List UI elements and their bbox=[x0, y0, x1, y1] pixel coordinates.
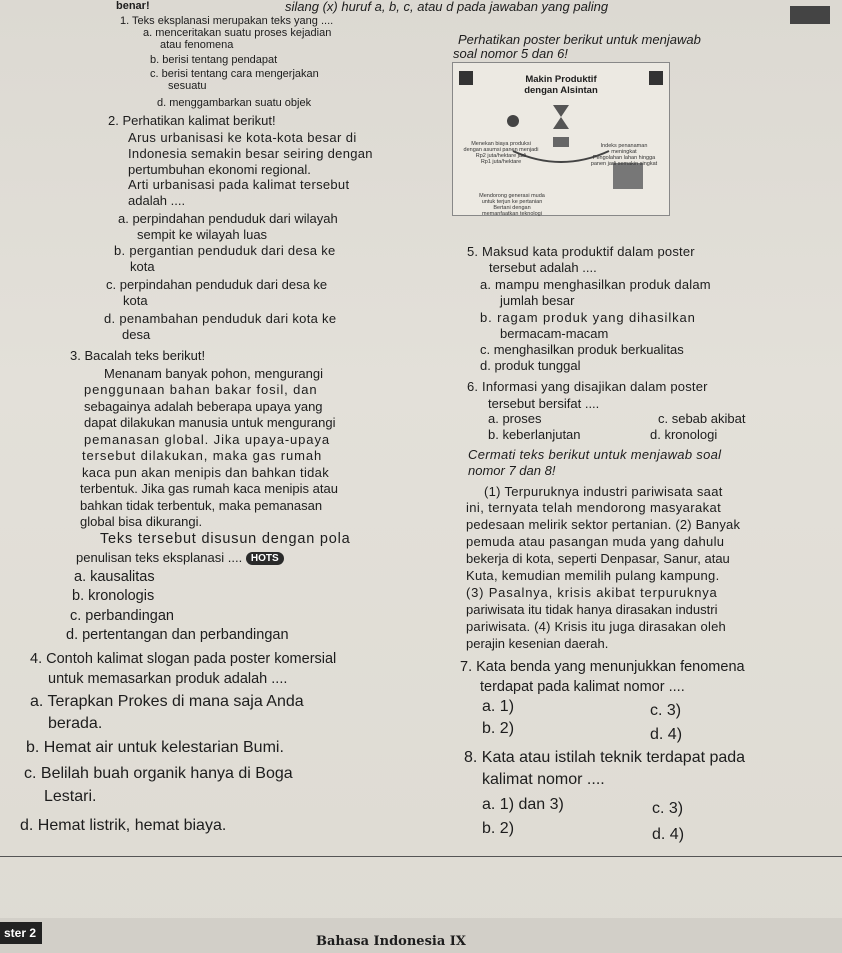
q5-stem: 5. Maksud kata produktif dalam poster bbox=[467, 244, 695, 259]
footer-divider bbox=[0, 856, 842, 857]
passage-line-8: pariwisata itu tidak hanya dirasakan industri bbox=[466, 602, 718, 617]
q6-option-c[interactable]: c. sebab akibat bbox=[658, 411, 746, 426]
q1-option-d[interactable]: d. menggambarkan suatu objek bbox=[157, 97, 312, 109]
hots-badge: HOTS bbox=[246, 552, 284, 565]
q4-stem: 4. Contoh kalimat slogan pada poster komersial bbox=[30, 651, 337, 667]
q2-option-a[interactable]: a. perpindahan penduduk dari wilayah bbox=[118, 211, 338, 226]
q6-option-a[interactable]: a. proses bbox=[488, 411, 542, 426]
q4-option-c-cont: Lestari. bbox=[44, 788, 97, 805]
poster-hourglass-icon bbox=[553, 105, 569, 129]
q2-passage-1: Arus urbanisasi ke kota-kota besar di bbox=[128, 130, 357, 145]
poster-instruction: Perhatikan poster berikut untuk menjawab bbox=[458, 32, 701, 47]
q3-option-d[interactable]: d. pertentangan dan perbandingan bbox=[66, 627, 289, 643]
q8-stem-cont: kalimat nomor .... bbox=[482, 771, 605, 788]
q1-stem: 1. Teks eksplanasi merupakan teks yang .... bbox=[120, 15, 334, 27]
q2-option-b[interactable]: b. pergantian penduduk dari desa ke bbox=[114, 243, 336, 258]
q2-option-b-cont: kota bbox=[130, 259, 155, 274]
q4-option-c[interactable]: c. Belilah buah organik hanya di Boga bbox=[24, 765, 293, 782]
q3-option-c[interactable]: c. perbandingan bbox=[70, 608, 174, 624]
q3-passage-3: sebagainya adalah beberapa upaya yang bbox=[84, 399, 323, 414]
q3-passage-8: terbentuk. Jika gas rumah kaca menipis atau bbox=[80, 481, 338, 496]
header-benar: benar! bbox=[116, 0, 150, 12]
q5-option-a-cont: jumlah besar bbox=[500, 293, 575, 308]
q3-passage-10: global bisa dikurangi. bbox=[80, 514, 203, 529]
q5-option-b-cont: bermacam-macam bbox=[500, 326, 609, 341]
q3-stem: 3. Bacalah teks berikut! bbox=[70, 348, 206, 363]
q7-option-c[interactable]: c. 3) bbox=[650, 702, 682, 719]
q8-stem: 8. Kata atau istilah teknik terdapat pada bbox=[464, 749, 746, 766]
q7-option-a[interactable]: a. 1) bbox=[482, 698, 515, 715]
poster-title-1: Makin Produktif bbox=[525, 74, 597, 85]
q6-stem: 6. Informasi yang disajikan dalam poster bbox=[467, 379, 708, 394]
poster-plant-icon bbox=[649, 71, 663, 85]
poster-caption-right: Indeks penanaman meningkat Pengolahan lahan hingga panen jadi semakin singkat bbox=[590, 143, 658, 167]
q3-passage-6: tersebut dilakukan, maka gas rumah bbox=[82, 448, 323, 463]
q3-passage-7: kaca pun akan menipis dan bahkan tidak bbox=[82, 465, 330, 480]
q3-question-2 bbox=[76, 550, 284, 565]
q3-passage-2: penggunaan bahan bakar fosil, dan bbox=[84, 382, 318, 397]
q3-question-1: Teks tersebut disusun dengan pola bbox=[100, 531, 351, 547]
q3-passage-9: bahkan tidak terbentuk, maka pemanasan bbox=[80, 498, 323, 513]
q3-question-2-text: penulisan teks eksplanasi .... bbox=[76, 550, 243, 565]
q8-option-a[interactable]: a. 1) dan 3) bbox=[482, 796, 564, 813]
q3-passage-4: dapat dilakukan manusia untuk mengurangi bbox=[84, 415, 336, 430]
q4-option-d[interactable]: d. Hemat listrik, hemat biaya. bbox=[20, 817, 227, 834]
q2-passage-2: Indonesia semakin besar seiring dengan bbox=[128, 146, 373, 161]
q7-stem: 7. Kata benda yang menunjukkan fenomena bbox=[460, 659, 745, 675]
qr-code-image bbox=[790, 6, 830, 24]
passage-line-9: pariwisata. (4) Krisis itu juga dirasakan oleh bbox=[466, 619, 726, 634]
q8-option-b[interactable]: b. 2) bbox=[482, 820, 515, 837]
q3-passage-5: pemanasan global. Jika upaya-upaya bbox=[84, 432, 330, 447]
passage-line-5: bekerja di kota, seperti Denpasar, Sanur, atau bbox=[466, 551, 730, 566]
q2-passage-3: pertumbuhan ekonomi regional. bbox=[128, 162, 311, 177]
passage-instruction-cont: nomor 7 dan 8! bbox=[468, 463, 556, 478]
q7-option-b[interactable]: b. 2) bbox=[482, 720, 515, 737]
poster-caption-bottom: Mendorong generasi muda untuk terjun ke pertanian Bertani dengan memanfaatkan teknologi bbox=[479, 193, 545, 217]
q8-option-c[interactable]: c. 3) bbox=[652, 800, 684, 817]
q5-option-b[interactable]: b. ragam produk yang dihasilkan bbox=[480, 310, 696, 325]
poster-caption-left: Menekan biaya produksi dengan asumsi panen menjadi Rp2 juta/hektare jadi Rp1 juta/hektare bbox=[463, 141, 539, 165]
q4-stem-cont: untuk memasarkan produk adalah .... bbox=[48, 671, 288, 687]
q3-option-b[interactable]: b. kronologis bbox=[72, 588, 155, 604]
q2-option-d[interactable]: d. penambahan penduduk dari kota ke bbox=[104, 311, 337, 326]
passage-line-2: ini, ternyata telah mendorong masyarakat bbox=[466, 500, 722, 515]
q5-option-a[interactable]: a. mampu menghasilkan produk dalam bbox=[480, 277, 711, 292]
q6-option-b[interactable]: b. keberlanjutan bbox=[488, 427, 581, 442]
q6-stem-cont: tersebut bersifat .... bbox=[488, 396, 600, 411]
q2-passage-4: Arti urbanisasi pada kalimat tersebut bbox=[128, 177, 350, 192]
poster-title-2: dengan Alsintan bbox=[524, 85, 598, 96]
q6-option-d[interactable]: d. kronologi bbox=[650, 427, 718, 442]
q3-passage-1: Menanam banyak pohon, mengurangi bbox=[104, 366, 323, 381]
passage-line-1: (1) Terpuruknya industri pariwisata saat bbox=[484, 484, 723, 499]
q2-stem: 2. Perhatikan kalimat berikut! bbox=[108, 113, 276, 128]
q8-option-d[interactable]: d. 4) bbox=[652, 826, 685, 843]
passage-line-3: pedesaan melirik sektor pertanian. (2) Banyak bbox=[466, 517, 741, 532]
q2-option-c[interactable]: c. perpindahan penduduk dari desa ke bbox=[106, 277, 328, 292]
q4-option-b[interactable]: b. Hemat air untuk kelestarian Bumi. bbox=[26, 739, 284, 756]
passage-line-6: Kuta, kemudian memilih pulang kampung. bbox=[466, 568, 720, 583]
q1-option-a[interactable]: a. menceritakan suatu proses kejadian bbox=[143, 27, 332, 39]
q5-option-d[interactable]: d. produk tunggal bbox=[480, 358, 581, 373]
q1-option-a-cont: atau fenomena bbox=[160, 39, 234, 51]
q1-option-c-cont: sesuatu bbox=[168, 80, 207, 92]
passage-line-7: (3) Pasalnya, krisis akibat terpuruknya bbox=[466, 585, 718, 600]
q5-stem-cont: tersebut adalah .... bbox=[489, 260, 597, 275]
poster-coin-icon bbox=[507, 115, 519, 127]
passage-line-10: perajin kesenian daerah. bbox=[466, 636, 609, 651]
q2-option-d-cont: desa bbox=[122, 327, 151, 342]
poster-tractor-icon bbox=[459, 71, 473, 85]
q7-option-d[interactable]: d. 4) bbox=[650, 726, 683, 743]
q2-passage-5: adalah .... bbox=[128, 193, 186, 208]
footer-subject: Bahasa Indonesia IX bbox=[316, 934, 466, 949]
q1-option-c[interactable]: c. berisi tentang cara mengerjakan bbox=[150, 68, 319, 80]
passage-instruction: Cermati teks berikut untuk menjawab soal bbox=[468, 447, 722, 462]
q5-option-c[interactable]: c. menghasilkan produk berkualitas bbox=[480, 342, 684, 357]
passage-line-4: pemuda atau pasangan muda yang dahulu bbox=[466, 534, 725, 549]
header-instruction: silang (x) huruf a, b, c, atau d pada jawaban yang paling bbox=[285, 0, 609, 14]
poster-machine-icon bbox=[553, 137, 569, 147]
q2-option-c-cont: kota bbox=[123, 293, 148, 308]
q1-option-b[interactable]: b. berisi tentang pendapat bbox=[150, 54, 278, 66]
q4-option-a-cont: berada. bbox=[48, 715, 103, 732]
q7-stem-cont: terdapat pada kalimat nomor .... bbox=[480, 679, 685, 695]
q2-option-a-cont: sempit ke wilayah luas bbox=[137, 227, 268, 242]
q3-option-a[interactable]: a. kausalitas bbox=[74, 569, 155, 585]
q4-option-a[interactable]: a. Terapkan Prokes di mana saja Anda bbox=[30, 693, 304, 710]
footer-semester-badge: ster 2 bbox=[0, 922, 42, 944]
alsintan-poster bbox=[452, 62, 670, 216]
poster-instruction-cont: soal nomor 5 dan 6! bbox=[453, 46, 568, 61]
